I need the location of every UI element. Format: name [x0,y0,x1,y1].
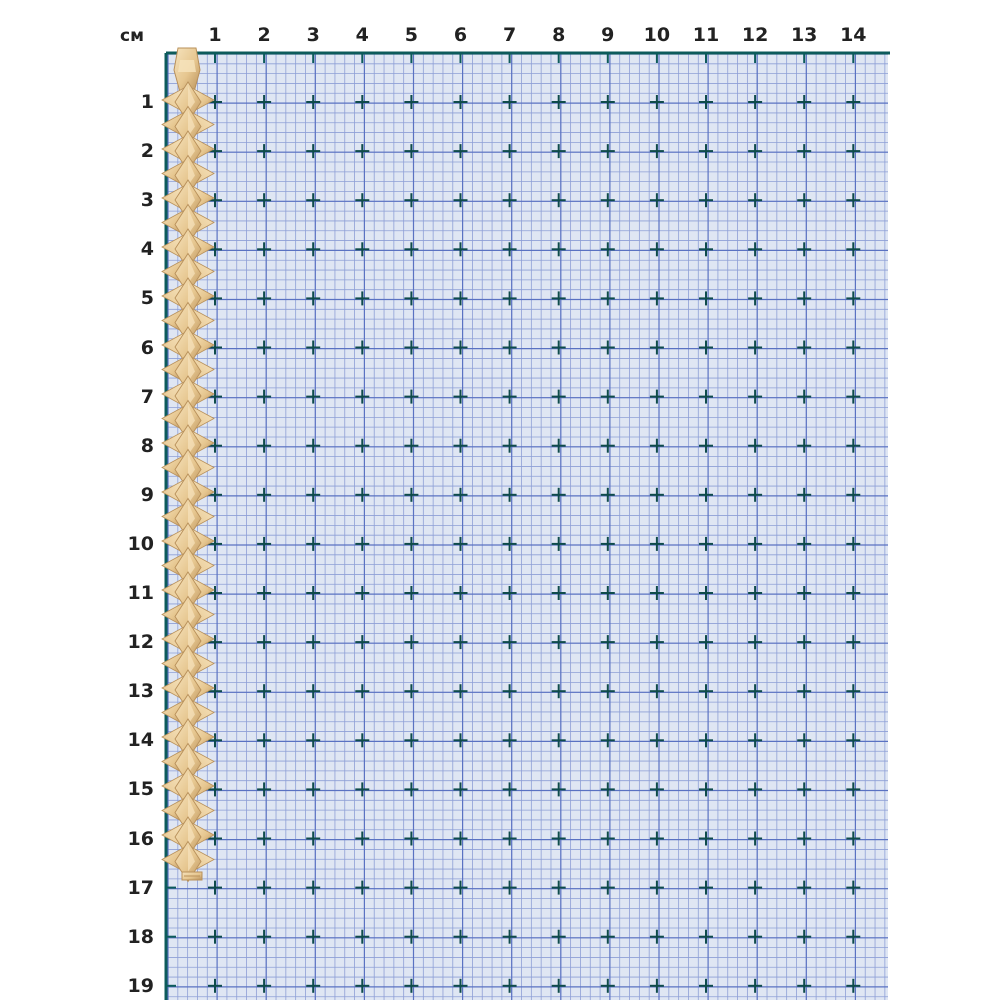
y-tick-label: 1 [140,91,154,113]
y-tick-label: 9 [140,483,154,506]
x-tick-label: 1 [208,24,222,46]
y-tick-label: 16 [127,827,154,850]
y-tick-label: 7 [140,385,154,408]
paper-background [166,53,888,1000]
x-tick-label: 9 [601,24,615,46]
y-tick-label: 17 [127,876,154,899]
y-tick-label: 6 [140,336,154,359]
y-tick-label: 14 [127,729,154,752]
y-tick-label: 15 [127,778,154,801]
y-tick-label: 8 [140,434,154,457]
x-tick-label: 6 [453,24,468,46]
y-tick-label: 12 [127,631,154,654]
x-tick-label: 7 [502,24,517,46]
y-tick-label: 19 [127,974,154,997]
x-tick-label: 14 [840,24,867,46]
y-tick-label: 13 [127,680,154,703]
y-tick-label: 5 [140,287,154,310]
y-tick-label: 10 [127,532,154,555]
unit-label: см [120,26,144,46]
grid-lines [166,53,888,1000]
y-tick-label: 2 [140,140,154,163]
x-tick-label: 3 [306,24,320,46]
x-tick-label: 12 [741,24,769,46]
y-tick-label: 11 [127,582,154,604]
y-tick-label: 3 [140,189,154,212]
x-tick-label: 11 [692,24,720,46]
y-tick-label: 18 [127,925,154,948]
x-tick-label: 10 [643,24,671,46]
x-tick-label: 13 [790,24,818,46]
x-tick-label: 4 [355,24,369,46]
x-tick-label: 8 [552,24,566,46]
y-tick-label: 4 [140,238,154,261]
x-tick-label: 5 [404,24,418,46]
x-tick-label: 2 [257,24,271,46]
